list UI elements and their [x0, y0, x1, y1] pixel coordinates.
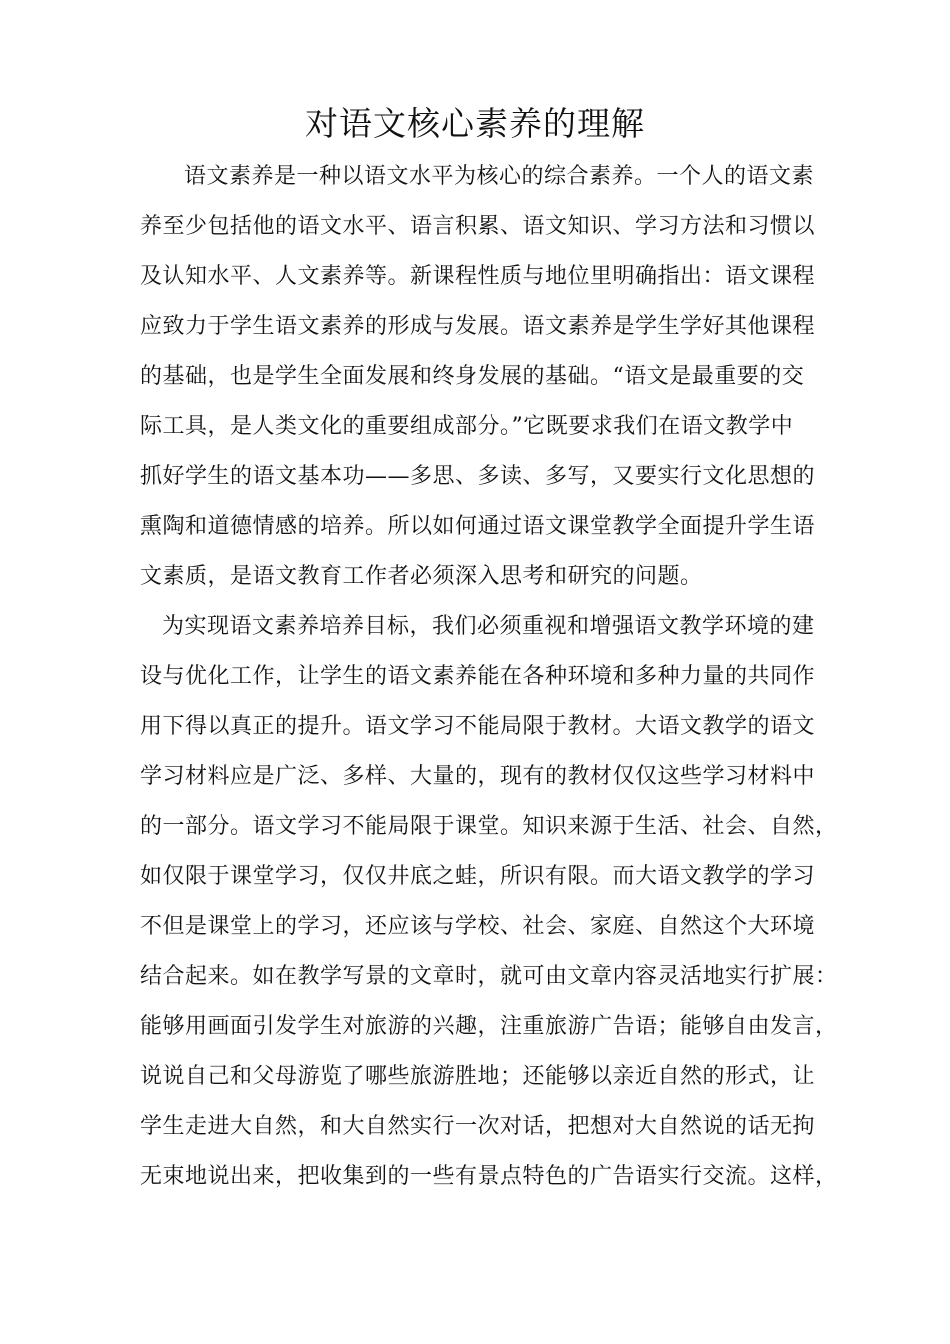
paragraph-1-line-1: 语文素养是一种以语文水平为核心的综合素养。一个人的语文素: [184, 164, 815, 189]
paragraph-1-line-2: 养至少包括他的语文水平、语言积累、语文知识、学习方法和习惯以: [140, 214, 816, 239]
paragraph-1-line-3: 及认知水平、人文素养等。新课程性质与地位里明确指出：语文课程: [140, 264, 816, 289]
paragraph-2-line-2: 设与优化工作，让学生的语文素养能在各种环境和多种力量的共同作: [140, 664, 816, 689]
paragraph-2-line-11: 学生走进大自然，和大自然实行一次对话，把想对大自然说的话无拘: [140, 1114, 816, 1139]
paragraph-2-line-8: 结合起来。如在教学写景的文章时，就可由文章内容灵活地实行扩展：: [140, 964, 838, 989]
paragraph-2-line-1: 为实现语文素养培养目标，我们必须重视和增强语文教学环境的建: [162, 614, 815, 639]
paragraph-2-line-10: 说说自己和父母游览了哪些旅游胜地；还能够以亲近自然的形式，让: [140, 1064, 816, 1089]
document-title: 对语文核心素养的理解: [305, 104, 645, 143]
paragraph-2-line-4: 学习材料应是广泛、多样、大量的，现有的教材仅仅这些学习材料中: [140, 764, 816, 789]
paragraph-2-line-3: 用下得以真正的提升。语文学习不能局限于教材。大语文教学的语文: [140, 714, 816, 739]
paragraph-1-line-7: 抓好学生的语文基本功——多思、多读、多写，又要实行文化思想的: [140, 464, 816, 489]
paragraph-1-line-6: 际工具，是人类文化的重要组成部分。”它既要求我们在语文教学中: [140, 414, 794, 439]
paragraph-2-line-6: 如仅限于课堂学习，仅仅井底之蛙，所识有限。而大语文教学的学习: [140, 864, 816, 889]
paragraph-1-line-4: 应致力于学生语文素养的形成与发展。语文素养是学生学好其他课程: [140, 314, 816, 339]
paragraph-1-line-8: 熏陶和道德情感的培养。所以如何通过语文课堂教学全面提升学生语: [140, 514, 816, 539]
paragraph-2-line-9: 能够用画面引发学生对旅游的兴趣，注重旅游广告语；能够自由发言，: [140, 1014, 838, 1039]
paragraph-2-line-12: 无束地说出来，把收集到的一些有景点特色的广告语实行交流。这样，: [140, 1164, 838, 1189]
paragraph-2-line-5: 的一部分。语文学习不能局限于课堂。知识来源于生活、社会、自然，: [140, 814, 838, 839]
paragraph-1-line-9: 文素质，是语文教育工作者必须深入思考和研究的问题。: [140, 564, 703, 589]
paragraph-1-line-5: 的基础，也是学生全面发展和终身发展的基础。“语文是最重要的交: [140, 364, 805, 389]
paragraph-2-line-7: 不但是课堂上的学习，还应该与学校、社会、家庭、自然这个大环境: [140, 914, 816, 939]
